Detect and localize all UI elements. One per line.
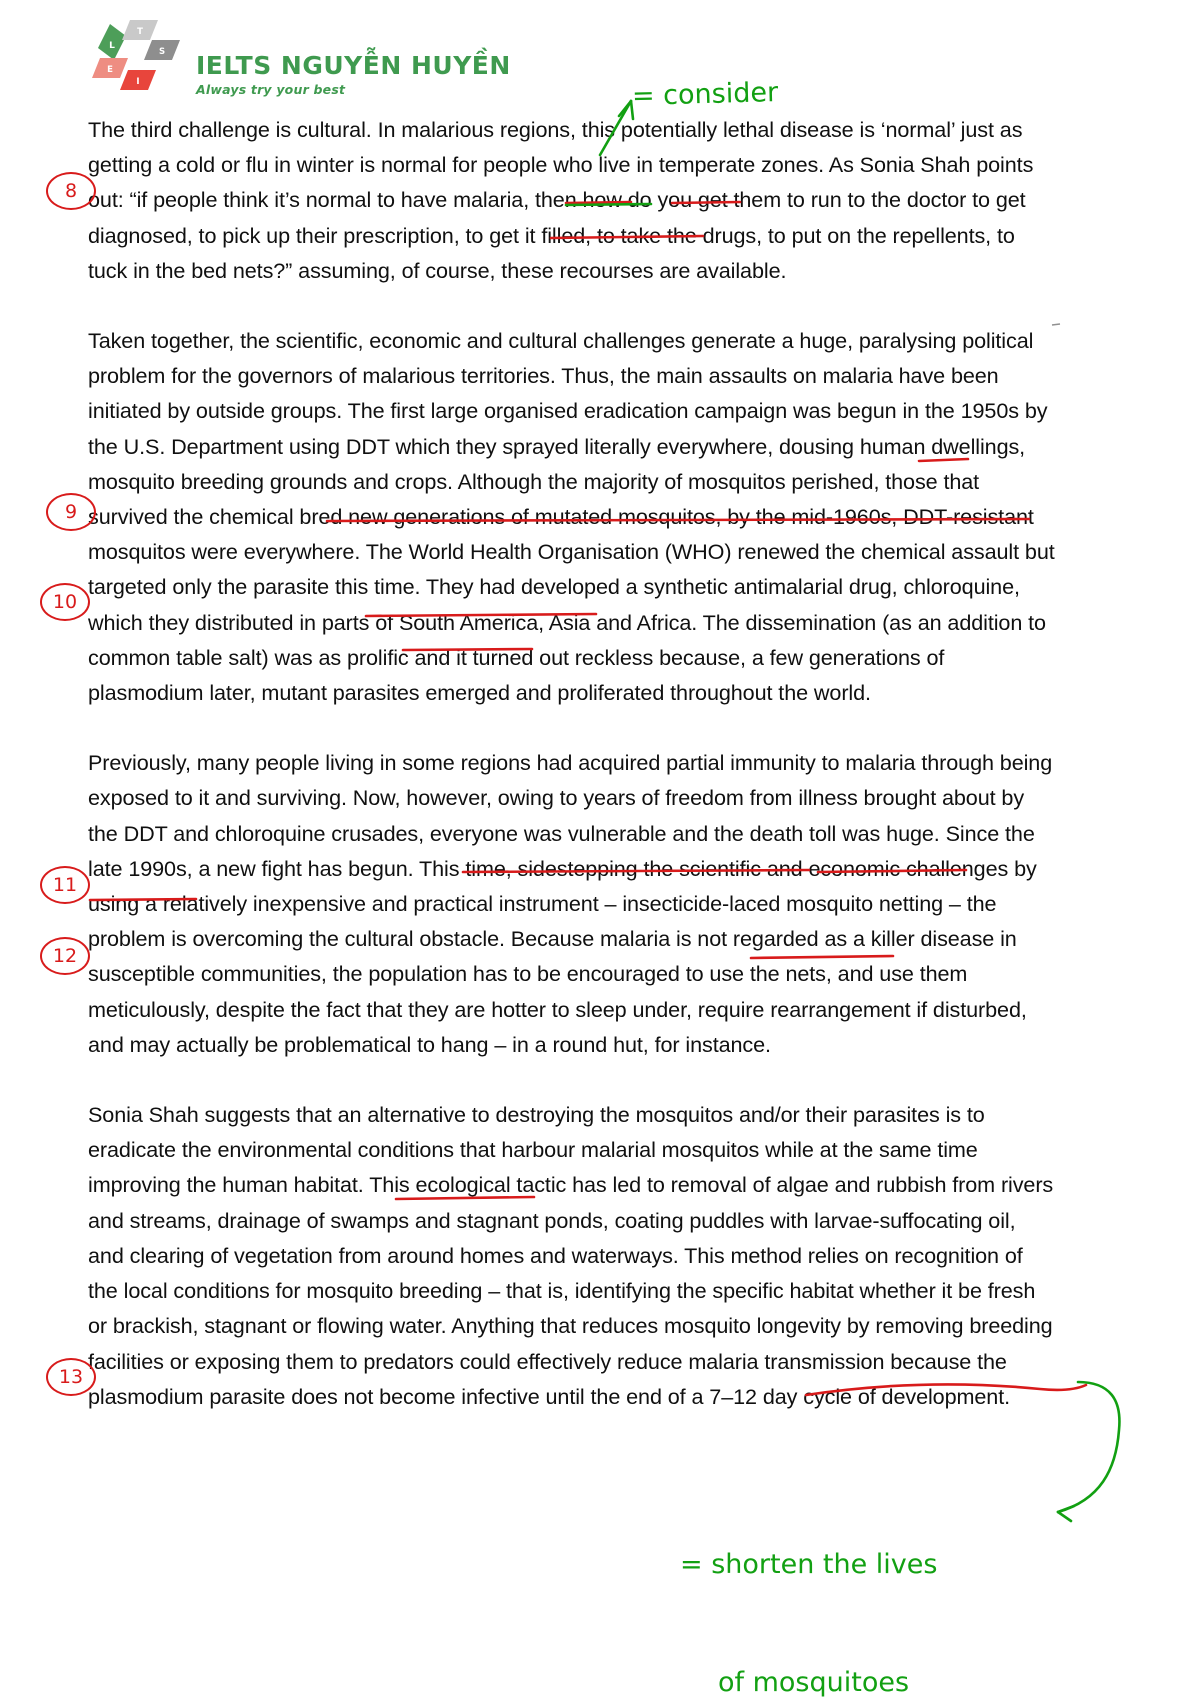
note-line-2: of mosquitoes [718, 1666, 910, 1698]
margin-number-12: 12 [40, 937, 90, 975]
brand-logo [88, 18, 511, 97]
margin-number-13: 13 [46, 1358, 96, 1396]
svg-text:S: S [158, 47, 166, 57]
note-line-1: = shorten the lives [680, 1549, 938, 1581]
svg-text:E: E [107, 65, 113, 75]
annotation-note-shorten-lives [680, 1467, 937, 1708]
margin-number-11: 11 [40, 866, 90, 904]
paragraph-3: Previously, many people living in some regions had acquired partial immunity to malaria through being exposed to it and surviving. Now, however, owing to years of freedom from illness brought about by the DDT and chloroquine crusades, everyone was vulnerable and the death toll was huge. Since the late 1990s, a new fight has begun. This time, sidestepping the scientific and economic challenges by using a relatively inexpensive and practical instrument – insecticide-laced mosquito netting – the problem is overcoming the cultural obstacle. Because malaria is not regarded as a killer disease in susceptible communities, the population has to be encouraged to use the nets, and use them meticulously, despite the fact that they are hotter to sleep under, require rearrangement if disturbed, and may actually be problematical to hang – in a round hut, for instance. [88, 750, 1053, 1057]
margin-number-8: 8 [46, 172, 96, 210]
annotation-note-consider: = consider [631, 77, 779, 112]
passage-body [88, 112, 1056, 1414]
svg-text:I: I [136, 77, 140, 87]
logo-text [196, 53, 511, 97]
logo-brand-name: IELTS NGUYỄN HUYỀN [196, 51, 511, 80]
logo-hex-marks-icon [88, 18, 196, 90]
margin-number-9: 9 [46, 493, 96, 531]
svg-text:T: T [137, 27, 143, 37]
margin-number-10: 10 [40, 583, 90, 621]
svg-text:L: L [109, 41, 115, 51]
logo-tagline: Always try your best [196, 82, 346, 97]
paragraph-1: The third challenge is cultural. In malarious regions, this potentially lethal disease is ‘normal’ just as getting a cold or flu in winter is normal for people who live in temperate zones. As Sonia Shah points out: “if people think it’s normal to have malaria, then how do you get them to run to the doctor to get diagnosed, to pick up their prescription, to get it filled, to take the drugs, to put on the repellents, to tuck in the bed nets?” assuming, of course, these recourses are available. [88, 117, 1034, 283]
paragraph-4: Sonia Shah suggests that an alternative to destroying the mosquitos and/or their parasites is to eradicate the environmental conditions that harbour malarial mosquitos while at the same time improving the human habitat. This ecological tactic has led to removal of algae and rubbish from rivers and streams, drainage of swamps and stagnant ponds, coating puddles with larvae-suffocating oil, and clearing of vegetation from around homes and waterways. This method relies on recognition of the local conditions for mosquito breeding – that is, identifying the specific habitat whether it be fresh or brackish, stagnant or flowing water. Anything that reduces mosquito longevity by removing breeding facilities or exposing them to predators could effectively reduce malaria transmission because the plasmodium parasite does not become infective until the end of a 7–12 day cycle of development. [88, 1102, 1054, 1409]
paragraph-2: Taken together, the scientific, economic and cultural challenges generate a huge, paralysing political problem for the governors of malarious territories. Thus, the main assaults on malaria have been initiated by outside groups. The first large organised eradication campaign was begun in the 1950s by the U.S. Department using DDT which they sprayed literally everywhere, dousing human dwellings, mosquito breeding grounds and crops. Although the majority of mosquitos perished, those that survived the chemical bred new generations of mutated mosquitos, by the mid-1960s, DDT-resistant mosquitos were everywhere. The World Health Organisation (WHO) renewed the chemical assault but targeted only the parasite this time. They had developed a synthetic antimalarial drug, chloroquine, which they distributed in parts of South America, Asia and Africa. The dissemination (as an addition to common table salt) was as prolific and it turned out reckless because, a few generations of plasmodium later, mutant parasites emerged and proliferated throughout the world. [88, 328, 1055, 706]
